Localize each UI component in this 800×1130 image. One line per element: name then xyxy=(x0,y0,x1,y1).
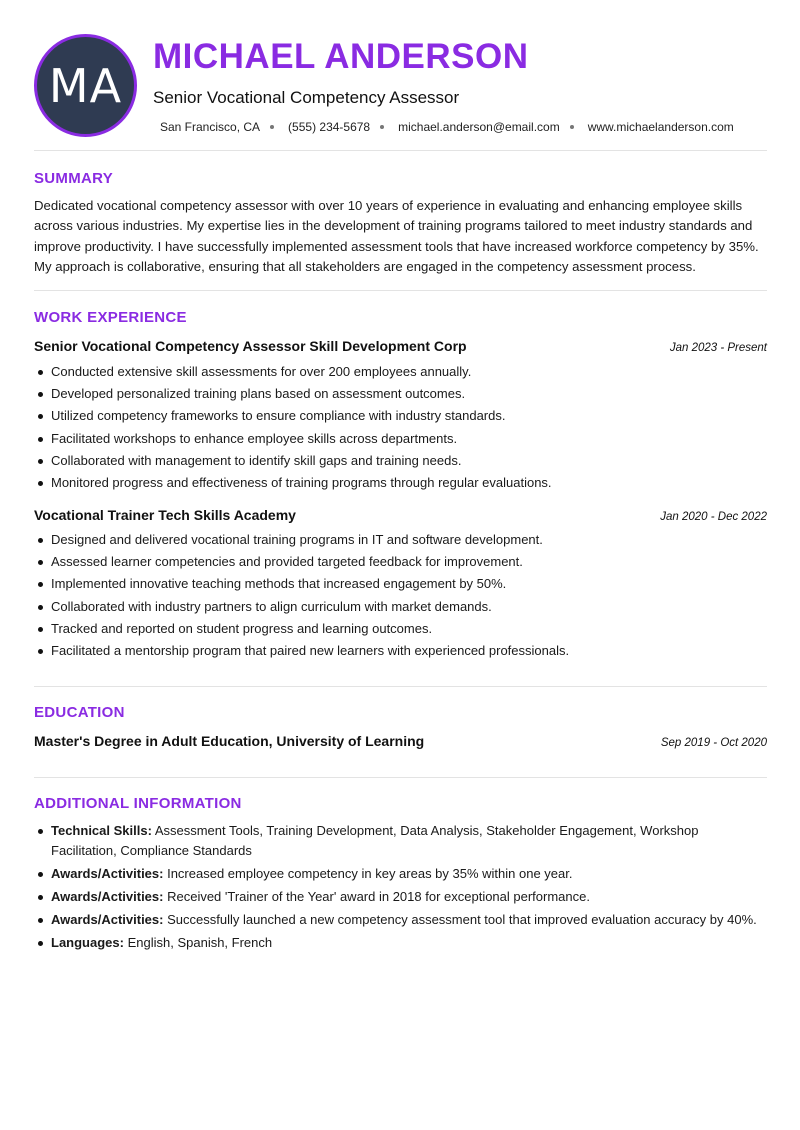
job-bullets xyxy=(34,361,767,494)
dot-separator-icon xyxy=(270,125,274,129)
list-item: Collaborated with management to identify skill gaps and training needs. xyxy=(34,450,767,472)
additional-list xyxy=(34,821,767,956)
list-item: Conducted extensive skill assessments for over 200 employees annually. xyxy=(34,361,767,383)
job-bullets xyxy=(34,529,767,662)
additional-heading: ADDITIONAL INFORMATION xyxy=(34,795,242,812)
item-label: Awards/Activities: xyxy=(51,865,164,881)
list-item: Utilized competency frameworks to ensure compliance with industry standards. xyxy=(34,405,767,427)
list-item xyxy=(34,887,767,907)
section-divider xyxy=(34,686,767,687)
item-label: Technical Skills: xyxy=(51,823,152,838)
job-role: Vocational Trainer Tech Skills Academy xyxy=(34,507,296,523)
dot-separator-icon xyxy=(570,125,574,129)
list-item: Facilitated a mentorship program that paired new learners with experienced professionals. xyxy=(34,640,767,662)
candidate-title: Senior Vocational Competency Assessor xyxy=(153,88,460,107)
education-dates: Sep 2019 - Oct 2020 xyxy=(660,737,767,749)
section-divider xyxy=(34,150,767,151)
list-item: Developed personalized training plans based on assessment outcomes. xyxy=(34,383,767,405)
candidate-name: MICHAEL ANDERSON xyxy=(153,37,529,76)
item-text: Increased employee competency in key areas by 35% within one year. xyxy=(167,865,573,881)
avatar-initials: MA xyxy=(48,58,123,113)
item-label: Awards/Activities: xyxy=(51,888,164,904)
contact-phone: (555) 234-5678 xyxy=(288,120,371,134)
list-item: Collaborated with industry partners to align curriculum with market demands. xyxy=(34,596,767,618)
item-label: Awards/Activities: xyxy=(51,911,164,927)
list-item: Facilitated workshops to enhance employee skills across departments. xyxy=(34,428,767,450)
avatar xyxy=(34,34,137,137)
item-text: Successfully launched a new competency assessment tool that improved evaluation accuracy by 40%. xyxy=(167,911,757,927)
summary-heading: SUMMARY xyxy=(34,170,114,187)
list-item xyxy=(34,933,767,953)
item-text: Assessment Tools, Training Development, Data Analysis, Stakeholder Engagement, Workshop Facilitation, Compliance Standards xyxy=(51,823,699,858)
section-divider xyxy=(34,290,767,291)
list-item xyxy=(34,910,767,930)
contact-location: San Francisco, CA xyxy=(160,120,261,134)
job-role: Senior Vocational Competency Assessor Skill Development Corp xyxy=(34,338,467,354)
list-item xyxy=(34,821,767,860)
degree: Master's Degree in Adult Education, University of Learning xyxy=(34,733,425,749)
summary-text: Dedicated vocational competency assessor with over 10 years of experience in evaluating and enhancing employee skills across various industries. My expertise lies in the development of training programs tailored to meet industry standards and improve productivity. I have successfully implemented assessment tools that have increased workforce competency by 35%. My approach is collaborative, ensuring that all stakeholders are engaged in the competency assessment process. xyxy=(34,198,759,274)
education-heading: EDUCATION xyxy=(34,704,125,721)
dot-separator-icon xyxy=(380,125,384,129)
experience-heading: WORK EXPERIENCE xyxy=(34,309,187,326)
list-item xyxy=(34,864,767,884)
job-header xyxy=(34,507,767,523)
list-item: Implemented innovative teaching methods that increased engagement by 50%. xyxy=(34,573,767,595)
list-item: Tracked and reported on student progress and learning outcomes. xyxy=(34,618,767,640)
contact-website[interactable]: www.michaelanderson.com xyxy=(587,120,734,134)
contact-bar xyxy=(160,120,734,134)
item-text: Received 'Trainer of the Year' award in 2018 for exceptional performance. xyxy=(167,888,590,904)
education-entry xyxy=(34,733,767,749)
contact-email[interactable]: michael.anderson@email.com xyxy=(398,120,560,134)
job-dates: Jan 2023 - Present xyxy=(669,342,767,354)
job-header xyxy=(34,338,767,354)
list-item: Designed and delivered vocational training programs in IT and software development. xyxy=(34,529,767,551)
item-text: English, Spanish, French xyxy=(127,934,273,950)
item-label: Languages: xyxy=(51,934,124,950)
section-divider xyxy=(34,777,767,778)
job-dates: Jan 2020 - Dec 2022 xyxy=(660,511,767,523)
list-item: Assessed learner competencies and provided targeted feedback for improvement. xyxy=(34,551,767,573)
list-item: Monitored progress and effectiveness of training programs through regular evaluations. xyxy=(34,472,767,494)
